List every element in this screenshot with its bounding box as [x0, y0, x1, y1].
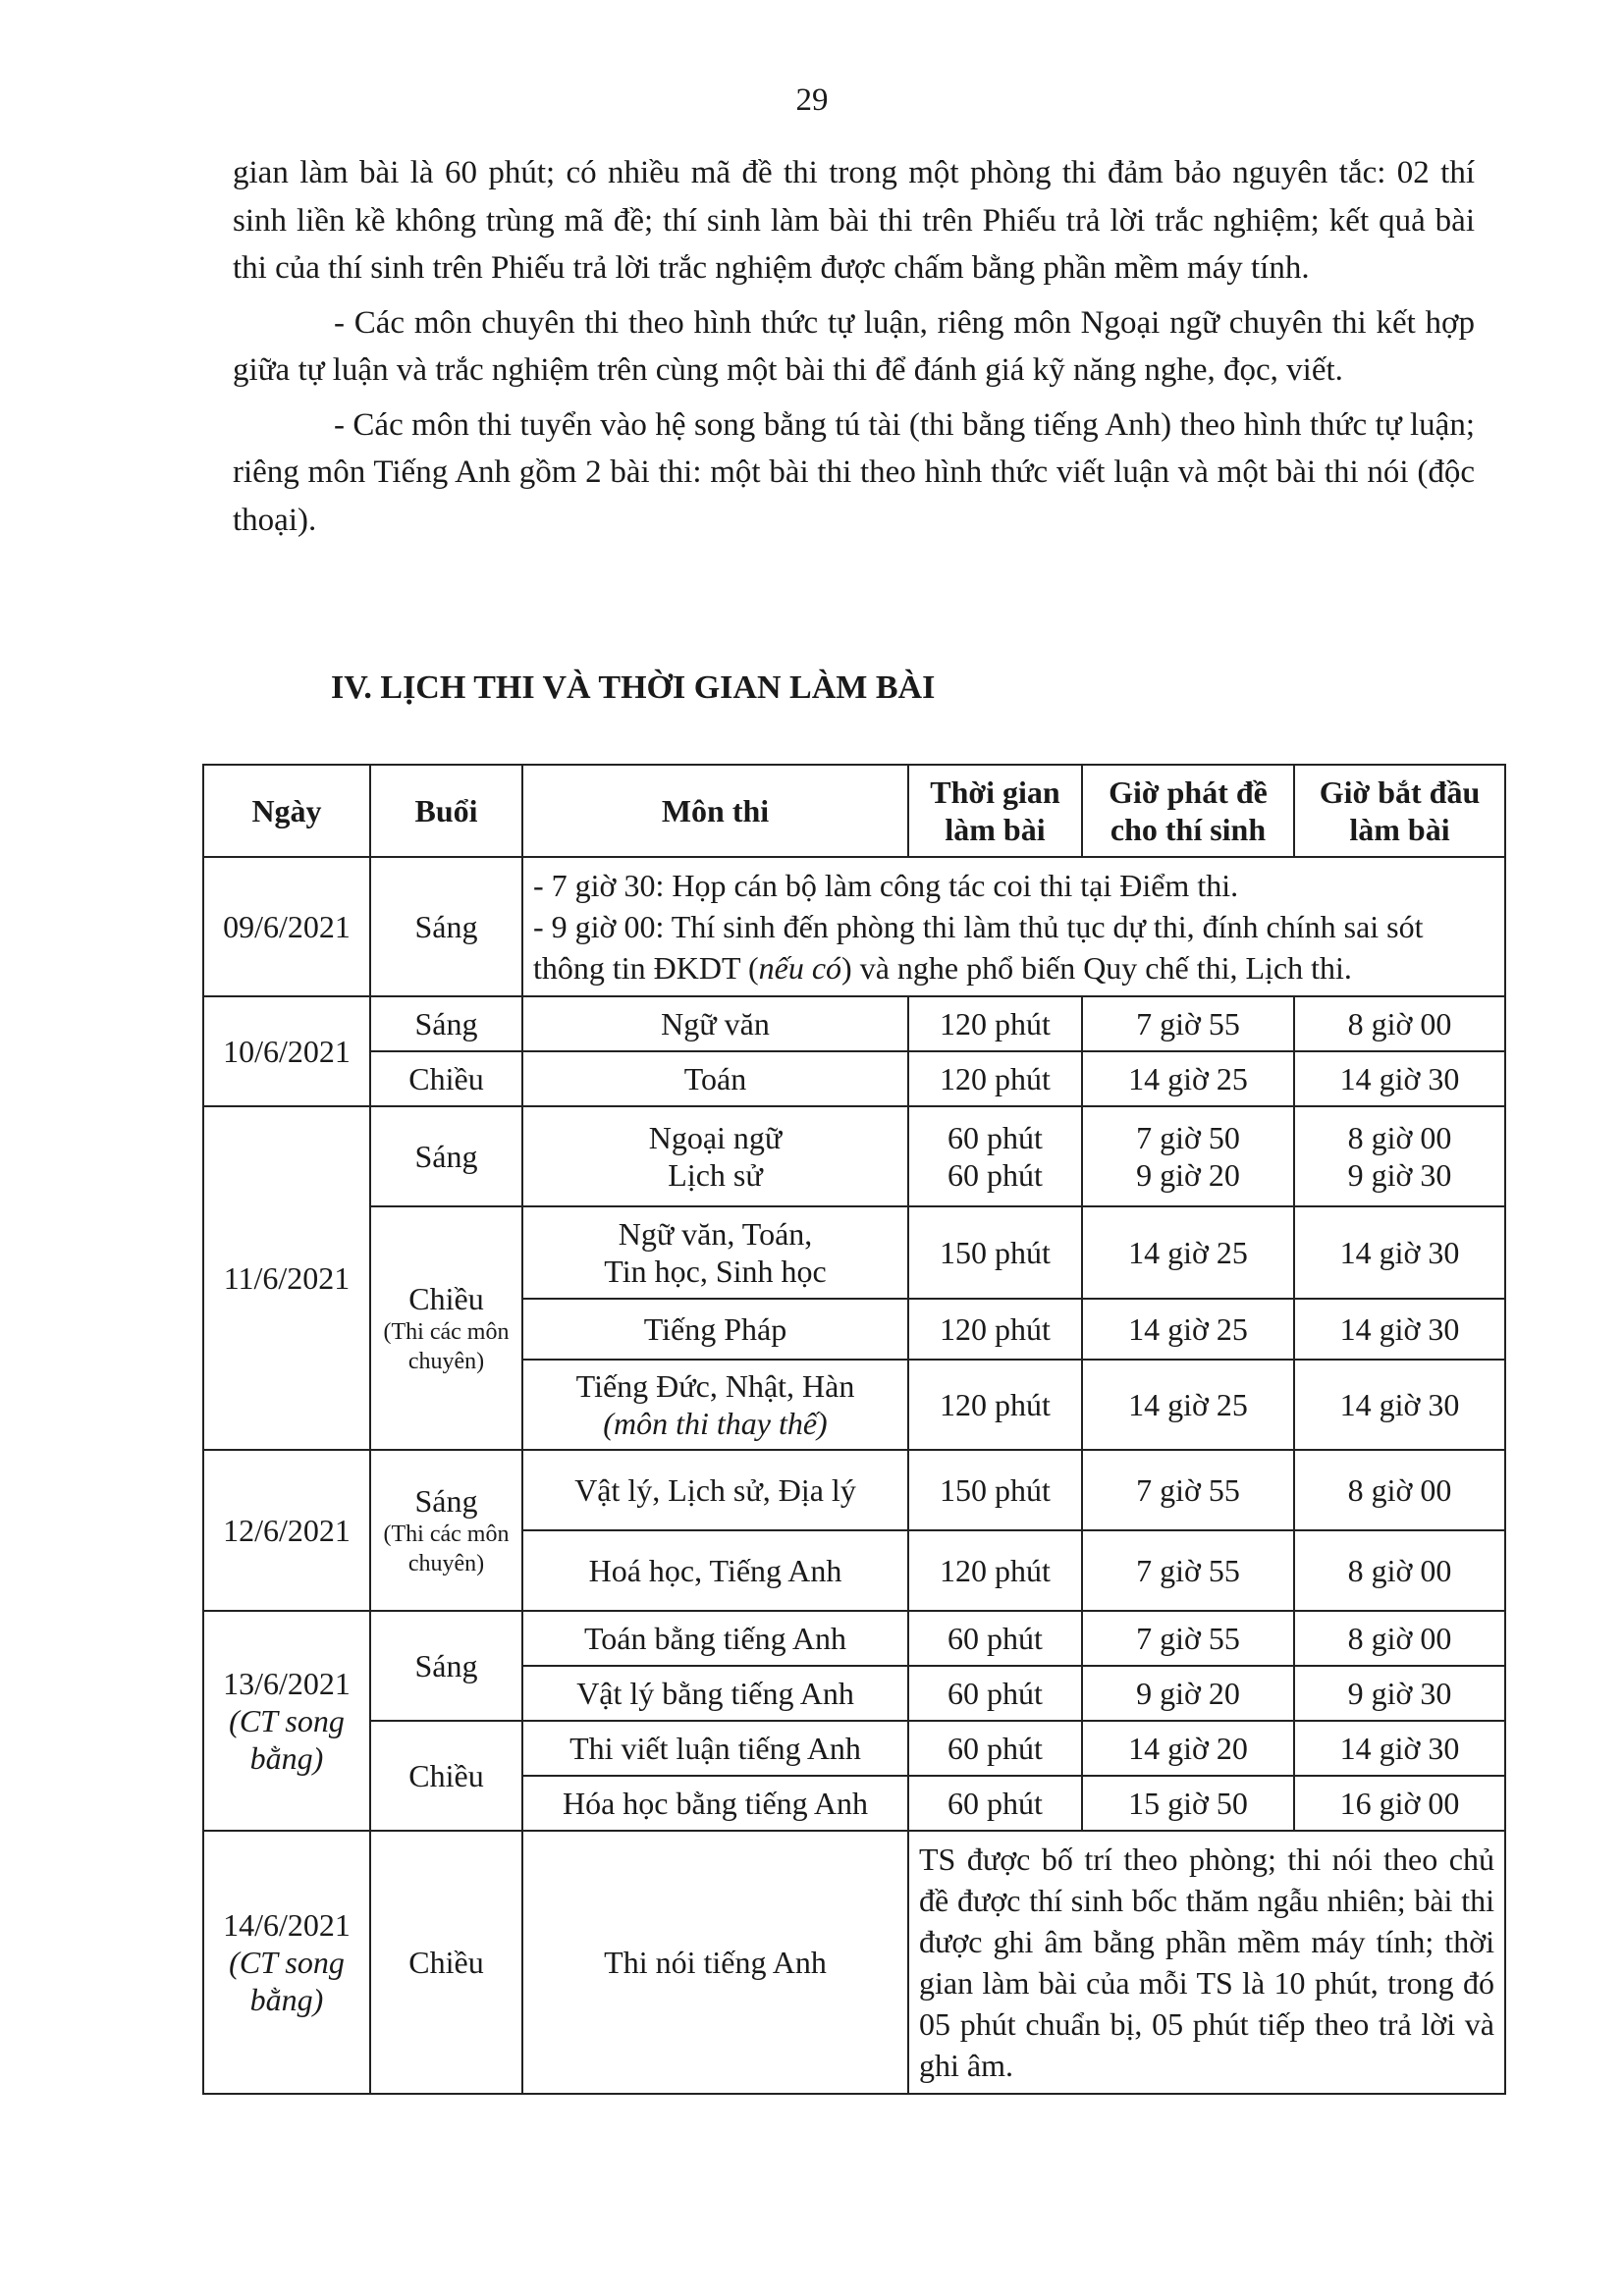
date-cell — [203, 1831, 370, 2094]
start-cell: 16 giờ 00 — [1294, 1776, 1505, 1831]
header-session: Buổi — [370, 765, 522, 857]
date-label: 14/6/2021 — [223, 1907, 351, 1943]
start-cell: 8 giờ 00 — [1294, 1530, 1505, 1611]
session-cell: Sáng — [370, 857, 522, 996]
start-cell: 14 giờ 30 — [1294, 1721, 1505, 1776]
duration-cell — [908, 1106, 1082, 1206]
table-row — [203, 857, 1505, 996]
paragraph: gian làm bài là 60 phút; có nhiều mã đề thi trong một phòng thi đảm bảo nguyên tắc: 02 thí sinh liền kề không trùng mã đề; thí sinh làm bài thi trên Phiếu trả lời trắc nghiệm; kết quả bài thi của thí sinh trên Phiếu trả lời trắc nghiệm được chấm bằng phần mềm máy tính. — [233, 155, 1475, 286]
date-cell: 09/6/2021 — [203, 857, 370, 996]
table-row — [203, 1721, 1505, 1776]
session-note: (Thi các môn chuyên) — [383, 1319, 510, 1374]
date-cell: 10/6/2021 — [203, 996, 370, 1106]
session-cell — [370, 1450, 522, 1611]
subject-cell: Toán bằng tiếng Anh — [522, 1611, 908, 1666]
subject-line: Ngữ văn, Toán, — [618, 1216, 813, 1252]
duration-cell: 60 phút — [908, 1611, 1082, 1666]
duration-cell: 150 phút — [908, 1450, 1082, 1530]
table-row — [203, 996, 1505, 1051]
session-cell: Sáng — [370, 1106, 522, 1206]
hand-out-cell: 14 giờ 25 — [1082, 1206, 1294, 1299]
hand-out-line: 9 giờ 20 — [1136, 1157, 1240, 1193]
note-line: - 7 giờ 30: Họp cán bộ làm công tác coi thi tại Điểm thi. — [533, 868, 1239, 903]
hand-out-cell: 9 giờ 20 — [1082, 1666, 1294, 1721]
session-cell: Chiều — [370, 1831, 522, 2094]
table-header-row — [203, 765, 1505, 857]
header-subject: Môn thi — [522, 765, 908, 857]
duration-cell: 60 phút — [908, 1721, 1082, 1776]
description-cell: TS được bố trí theo phòng; thi nói theo chủ đề được thí sinh bốc thăm ngẫu nhiên; bài thi được ghi âm bằng phần mềm máy tính; thời gian làm bài của mỗi TS là 10 phút, trong đó 05 phút chuẩn bị, 05 phút tiếp theo trả lời và ghi âm. — [908, 1831, 1505, 2094]
subject-line: Ngoại ngữ — [648, 1120, 783, 1155]
page-number: 29 — [795, 82, 829, 118]
header-date: Ngày — [203, 765, 370, 857]
note-italic-text: nếu có — [758, 950, 842, 986]
subject-cell: Tiếng Pháp — [522, 1299, 908, 1360]
table-row — [203, 1831, 1505, 2094]
start-cell: 14 giờ 30 — [1294, 1051, 1505, 1106]
body-text — [233, 149, 1475, 551]
date-note: (CT song bằng) — [229, 1945, 345, 2017]
header-hand-out-line: Giờ phát đề — [1109, 774, 1268, 810]
session-cell: Sáng — [370, 1611, 522, 1721]
duration-cell: 120 phút — [908, 1360, 1082, 1450]
start-cell: 9 giờ 30 — [1294, 1666, 1505, 1721]
header-start-time — [1294, 765, 1505, 857]
hand-out-cell: 7 giờ 55 — [1082, 1530, 1294, 1611]
duration-cell: 120 phút — [908, 1299, 1082, 1360]
hand-out-cell: 15 giờ 50 — [1082, 1776, 1294, 1831]
hand-out-line: 7 giờ 50 — [1136, 1120, 1240, 1155]
table-row — [203, 1611, 1505, 1666]
table-row — [203, 1106, 1505, 1206]
duration-line: 60 phút — [947, 1157, 1043, 1193]
note-text: ) và nghe phổ biến Quy chế thi, Lịch thi. — [841, 950, 1352, 986]
duration-cell: 120 phút — [908, 996, 1082, 1051]
start-cell: 14 giờ 30 — [1294, 1299, 1505, 1360]
hand-out-cell: 7 giờ 55 — [1082, 1450, 1294, 1530]
hand-out-cell: 14 giờ 25 — [1082, 1299, 1294, 1360]
session-label: Chiều — [408, 1281, 484, 1316]
exam-schedule-table — [202, 764, 1506, 2095]
subject-cell: Vật lý, Lịch sử, Địa lý — [522, 1450, 908, 1530]
subject-cell — [522, 1106, 908, 1206]
subject-note: (môn thi thay thế) — [603, 1406, 828, 1441]
subject-cell: Ngữ văn — [522, 996, 908, 1051]
table-row — [203, 1450, 1505, 1530]
session-cell: Chiều — [370, 1051, 522, 1106]
start-line: 9 giờ 30 — [1347, 1157, 1452, 1193]
date-label: 13/6/2021 — [223, 1666, 351, 1701]
subject-cell: Thi nói tiếng Anh — [522, 1831, 908, 2094]
table-row — [203, 1051, 1505, 1106]
subject-cell: Vật lý bằng tiếng Anh — [522, 1666, 908, 1721]
subject-cell: Hóa học bằng tiếng Anh — [522, 1776, 908, 1831]
note-line — [533, 906, 1494, 988]
subject-cell — [522, 1206, 908, 1299]
paragraph: - Các môn thi tuyển vào hệ song bằng tú tài (thi bằng tiếng Anh) theo hình thức tự luận; riêng môn Tiếng Anh gồm 2 bài thi: một bài thi theo hình thức viết luận và một bài thi nói (độc thoại). — [233, 406, 1475, 538]
subject-cell: Thi viết luận tiếng Anh — [522, 1721, 908, 1776]
hand-out-cell: 14 giờ 20 — [1082, 1721, 1294, 1776]
header-duration — [908, 765, 1082, 857]
duration-cell: 120 phút — [908, 1051, 1082, 1106]
header-duration-line: Thời gian — [930, 774, 1060, 810]
start-cell — [1294, 1106, 1505, 1206]
start-line: 8 giờ 00 — [1347, 1120, 1452, 1155]
section-heading: IV. LỊCH THI VÀ THỜI GIAN LÀM BÀI — [331, 669, 936, 706]
paragraph: - Các môn chuyên thi theo hình thức tự luận, riêng môn Ngoại ngữ chuyên thi kết hợp giữa tự luận và trắc nghiệm trên cùng một bài thi để đánh giá kỹ năng nghe, đọc, viết. — [233, 304, 1475, 388]
table-row — [203, 1206, 1505, 1299]
start-cell: 14 giờ 30 — [1294, 1206, 1505, 1299]
session-label: Sáng — [414, 1483, 478, 1519]
header-start-line: Giờ bắt đầu — [1319, 774, 1481, 810]
session-note: (Thi các môn chuyên) — [383, 1522, 510, 1576]
date-cell: 12/6/2021 — [203, 1450, 370, 1611]
hand-out-cell: 14 giờ 25 — [1082, 1051, 1294, 1106]
session-cell: Chiều — [370, 1721, 522, 1831]
date-cell: 11/6/2021 — [203, 1106, 370, 1450]
session-cell: Sáng — [370, 996, 522, 1051]
date-note: (CT song bằng) — [229, 1703, 345, 1776]
hand-out-cell: 7 giờ 55 — [1082, 1611, 1294, 1666]
duration-cell: 150 phút — [908, 1206, 1082, 1299]
start-cell: 8 giờ 00 — [1294, 996, 1505, 1051]
subject-line: Tin học, Sinh học — [604, 1254, 827, 1289]
subject-line: Tiếng Đức, Nhật, Hàn — [575, 1368, 855, 1404]
subject-cell: Hoá học, Tiếng Anh — [522, 1530, 908, 1611]
start-cell: 8 giờ 00 — [1294, 1611, 1505, 1666]
duration-cell: 120 phút — [908, 1530, 1082, 1611]
start-cell: 14 giờ 30 — [1294, 1360, 1505, 1450]
hand-out-cell: 14 giờ 25 — [1082, 1360, 1294, 1450]
hand-out-cell — [1082, 1106, 1294, 1206]
header-start-line: làm bài — [1349, 812, 1450, 847]
hand-out-cell: 7 giờ 55 — [1082, 996, 1294, 1051]
notes-cell — [522, 857, 1505, 996]
duration-cell: 60 phút — [908, 1666, 1082, 1721]
duration-cell: 60 phút — [908, 1776, 1082, 1831]
subject-line: Lịch sử — [668, 1157, 763, 1193]
header-duration-line: làm bài — [945, 812, 1046, 847]
subject-cell — [522, 1360, 908, 1450]
date-cell — [203, 1611, 370, 1831]
header-hand-out-time — [1082, 765, 1294, 857]
start-cell: 8 giờ 00 — [1294, 1450, 1505, 1530]
note-text: - 9 giờ 00: Thí sinh đến phòng thi làm thủ tục dự thi, đính chính sai sót thông tin ĐKDT ( — [533, 909, 1424, 986]
subject-cell: Toán — [522, 1051, 908, 1106]
header-hand-out-line: cho thí sinh — [1110, 812, 1267, 847]
session-cell — [370, 1206, 522, 1450]
duration-line: 60 phút — [947, 1120, 1043, 1155]
